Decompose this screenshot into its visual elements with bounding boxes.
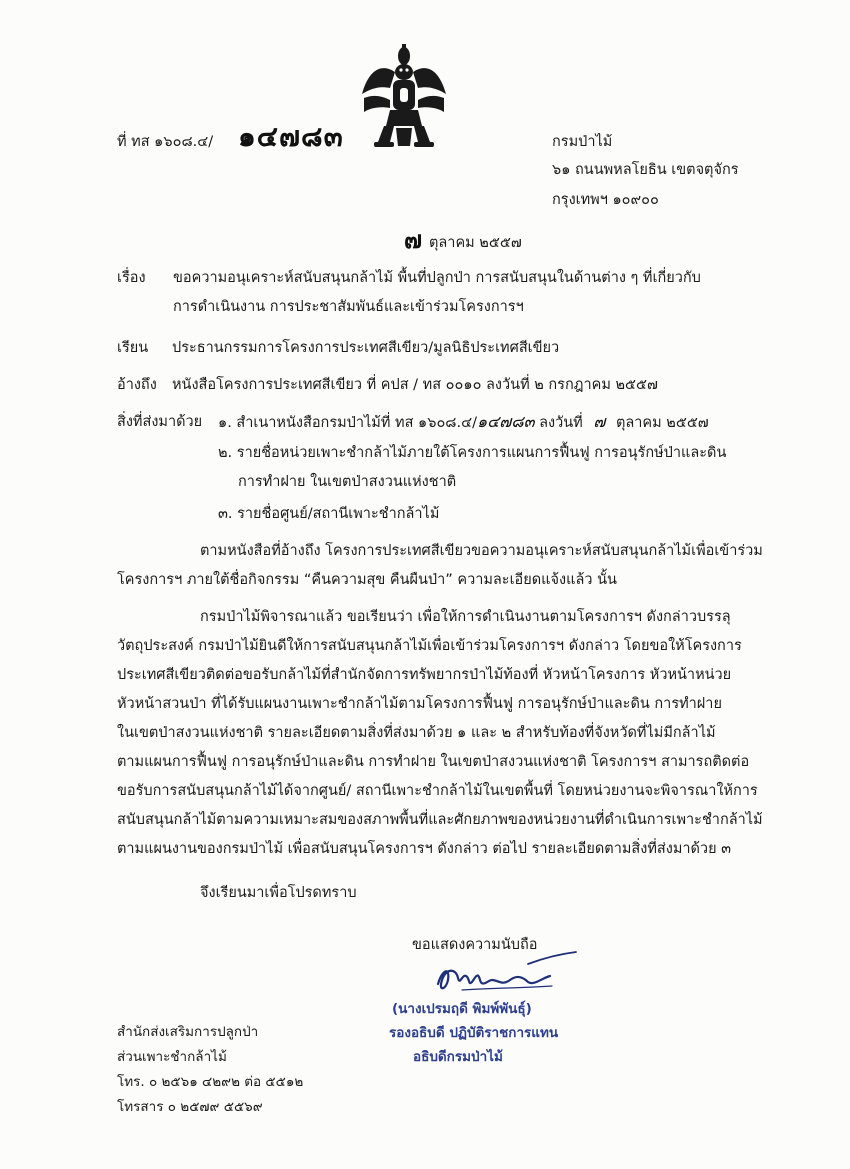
reference-label: อ้างถึง [117, 377, 157, 393]
paragraph-2-line-9: ตามแผนงานของกรมป่าไม้ เพื่อสนับสนุนโครงการฯ ดังกล่าว ต่อไป รายละเอียดตามสิ่งที่ส่งมาด้วย ๓ [117, 841, 732, 857]
reference-number-stamp: ๑๔๗๘๓ [238, 120, 344, 153]
signer-title-line-1: รองอธิบดี ปฏิบัติราชการแทน [389, 1025, 559, 1041]
paragraph-2-line-5: ในเขตป่าสงวนแห่งชาติ รายละเอียดตามสิ่งที่ส่งมาด้วย ๑ และ ๒ สำหรับท้องที่จังหวัดที่ไม่มีกล้าไม้ [117, 725, 716, 741]
enclosure-item-1-handwritten-day: ๗ [593, 412, 606, 431]
enclosure-item-3: ๓. รายชื่อศูนย์/สถานีเพาะชำกล้าไม้ [218, 506, 440, 522]
subject-label: เรื่อง [117, 270, 146, 286]
contact-division: ส่วนเพาะชำกล้าไม้ [117, 1049, 227, 1065]
contact-fax: โทรสาร ๐ ๒๕๗๙ ๕๕๖๙ [117, 1099, 263, 1115]
reference-number-label: ที่ ทส ๑๖๐๘.๔/ [117, 134, 214, 150]
salutation: ขอแสดงความนับถือ [412, 937, 538, 953]
enclosure-item-2-line-2: การทำฝาย ในเขตป่าสงวนแห่งชาติ [238, 474, 457, 490]
paragraph-1-line-1: ตามหนังสือที่อ้างถึง โครงการประเทศสีเขียวขอความอนุเคราะห์สนับสนุนกล้าไม้เพื่อเข้าร่วม [200, 543, 763, 559]
reference-text: หนังสือโครงการประเทศสีเขียว ที่ คปส / ทส ๐๐๑๐ ลงวันที่ ๒ กรกฎาคม ๒๕๕๗ [172, 377, 658, 393]
enclosure-item-1-prefix: ๑. สำเนาหนังสือกรมป่าไม้ที่ ทส ๑๖๐๘.๔/ [218, 415, 477, 431]
enclosures-label: สิ่งที่ส่งมาด้วย [117, 414, 203, 430]
enclosure-item-2-line-1: ๒. รายชื่อหน่วยเพาะชำกล้าไม้ภายใต้โครงการแผนการฟื้นฟู การอนุรักษ์ป่าและดิน [218, 445, 727, 461]
date-month-year: ตุลาคม ๒๕๕๗ [429, 235, 522, 251]
paragraph-2-line-6: ตามแผนการฟื้นฟู การอนุรักษ์ป่าและดิน การทำฝาย ในเขตป่าสงวนแห่งชาติ โครงการฯ สามารถติดต่อ [117, 754, 750, 770]
signer-name: (นางเปรมฤดี พิมพ์พันธุ์) [392, 1001, 532, 1017]
contact-office: สำนักส่งเสริมการปลูกป่า [117, 1024, 259, 1040]
paragraph-1-line-2: โครงการฯ ภายใต้ชื่อกิจกรรม “คืนความสุข คืนผืนป่า” ความละเอียดแจ้งแล้ว นั้น [117, 572, 617, 588]
handwritten-signature-icon [432, 950, 580, 996]
enclosure-item-1-handwritten-number: ๑๔๗๘๓ [476, 412, 535, 431]
closing-line: จึงเรียนมาเพื่อโปรดทราบ [200, 885, 357, 901]
recipient-label: เรียน [117, 340, 149, 356]
paragraph-2-line-7: ขอรับการสนับสนุนกล้าไม้ได้จากศูนย์/ สถานีเพาะชำกล้าไม้ในเขตพื้นที่ โดยหน่วยงานจะพิจารณาให้การ [117, 783, 758, 799]
recipient-text: ประธานกรรมการโครงการประเทศสีเขียว/มูลนิธิประเทศสีเขียว [172, 340, 560, 356]
enclosure-item-1-mid: ลงวันที่ [539, 415, 583, 431]
paragraph-2-line-3: ประเทศสีเขียวติดต่อขอรับกล้าไม้ที่สำนักจัดการทรัพยากรป่าไม้ท้องที่ หัวหน้าโครงการ หัวหน้าหน่วย [117, 667, 732, 683]
subject-line-1: ขอความอนุเคราะห์สนับสนุนกล้าไม้ พื้นที่ปลูกป่า การสนับสนุนในด้านต่าง ๆ ที่เกี่ยวกับ [173, 270, 701, 286]
signer-title-line-2: อธิบดีกรมป่าไม้ [413, 1049, 503, 1065]
contact-phone: โทร. ๐ ๒๕๖๑ ๔๒๙๒ ต่อ ๕๕๑๒ [117, 1074, 304, 1090]
paragraph-2-line-4: หัวหน้าสวนป่า ที่ได้รับแผนงานเพาะชำกล้าไม้ตามโครงการฟื้นฟู การอนุรักษ์ป่าและดิน การทำฝาย [117, 696, 722, 712]
date-day-stamp: ๗ [404, 225, 423, 254]
paragraph-2-line-1: กรมป่าไม้พิจารณาแล้ว ขอเรียนว่า เพื่อให้การดำเนินงานตามโครงการฯ ดังกล่าวบรรลุ [200, 609, 731, 625]
paragraph-2-line-2: วัตถุประสงค์ กรมป่าไม้ยินดีให้การสนับสนุนกล้าไม้เพื่อเข้าร่วมโครงการฯ ดังกล่าว โดยขอให้โครงการ [117, 638, 742, 654]
paragraph-2-line-8: สนับสนุนกล้าไม้ตามความเหมาะสมของสภาพพื้นที่และศักยภาพของหน่วยงานที่ดำเนินการเพาะชำกล้าไม้ [117, 812, 763, 828]
garuda-emblem-icon [360, 42, 448, 150]
organization-address-line-2: กรุงเทพฯ ๑๐๙๐๐ [552, 192, 659, 208]
subject-line-2: การดำเนินงาน การประชาสัมพันธ์และเข้าร่วมโครงการฯ [173, 299, 524, 315]
organization-name: กรมป่าไม้ [552, 134, 613, 150]
enclosure-item-1 [218, 412, 709, 433]
organization-address-line-1: ๖๑ ถนนพหลโยธิน เขตจตุจักร [552, 162, 739, 178]
enclosure-item-1-suffix: ตุลาคม ๒๕๕๗ [615, 415, 709, 431]
